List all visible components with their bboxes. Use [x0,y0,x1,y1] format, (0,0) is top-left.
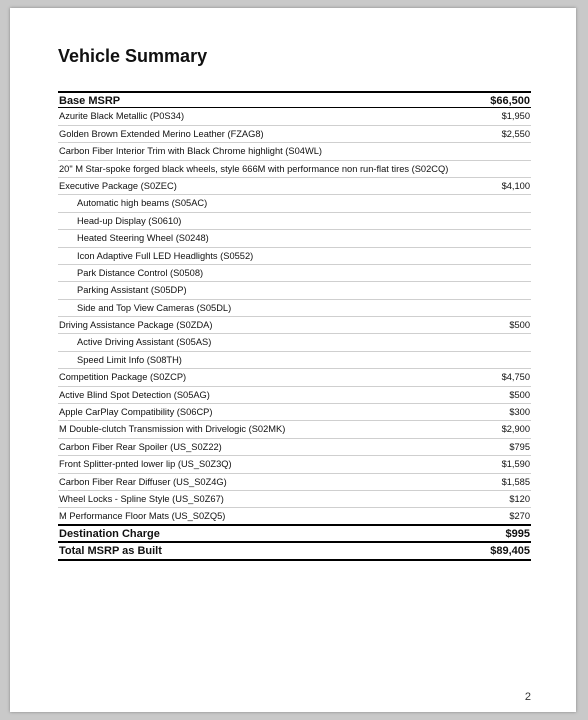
row-label: Heated Steering Wheel (S0248) [77,233,209,244]
row-price: $995 [505,527,530,540]
table-row [58,439,531,456]
table-row-sub [58,230,531,247]
row-label: Base MSRP [59,95,121,107]
row-label: Competition Package (S0ZCP) [59,372,187,383]
table-row-sub [58,248,531,265]
table-row [58,387,531,404]
table-row-sub [58,334,531,351]
row-label: Executive Package (S0ZEC) [59,180,177,191]
table-row-sub [58,282,531,299]
row-price: $795 [509,441,530,452]
row-label: Active Blind Spot Detection (S05AG) [59,389,210,400]
row-label: Park Distance Control (S0508) [77,267,204,278]
row-label: Total MSRP as Built [59,545,162,558]
row-label: Golden Brown Extended Merino Leather (FZAG8) [59,128,264,139]
row-price: $1,590 [501,459,530,470]
row-label: Front Splitter-pnted lower lip (US_S0Z3Q) [59,459,232,470]
row-price: $66,500 [490,95,530,107]
table-row [58,143,531,160]
row-price: $2,900 [501,424,530,435]
row-label: Side and Top View Cameras (S05DL) [77,302,232,313]
table-row [58,474,531,491]
page-number: 2 [524,691,531,703]
row-price: $270 [509,511,530,522]
table-row-sub [58,352,531,369]
row-label: Apple CarPlay Compatibility (S06CP) [59,407,213,418]
table-row-sub [58,213,531,230]
row-price: $1,585 [501,476,530,487]
row-price: $120 [509,493,530,504]
row-label: Icon Adaptive Full LED Headlights (S0552) [77,250,254,261]
table-row-sub [58,265,531,282]
row-label: Azurite Black Metallic (P0S34) [59,111,185,122]
row-price: $500 [509,320,530,331]
table-row-total [58,543,531,560]
row-label: Destination Charge [59,527,160,540]
row-label: Carbon Fiber Rear Spoiler (US_S0Z22) [59,441,222,452]
table-row [58,456,531,473]
document-page [10,8,576,712]
table-row [58,404,531,421]
row-label: Parking Assistant (S05DP) [77,285,187,296]
row-label: 20" M Star-spoke forged black wheels, style 666M with performance non run-flat tires (S02CQ) [59,163,449,174]
row-label: Wheel Locks - Spline Style (US_S0Z67) [59,493,224,504]
row-label: Automatic high beams (S05AC) [77,198,208,209]
row-price: $500 [509,389,530,400]
row-label: Driving Assistance Package (S0ZDA) [59,320,213,331]
row-price: $1,950 [501,111,530,122]
table-row [58,178,531,195]
row-price: $89,405 [490,545,530,558]
table-row [58,161,531,178]
table-row [58,421,531,438]
table-row-sub [58,300,531,317]
row-label: Carbon Fiber Rear Diffuser (US_S0Z4G) [59,476,227,487]
table-row-sub [58,195,531,212]
table-row-base-msrp [58,91,531,108]
row-label: Head-up Display (S0610) [77,215,182,226]
page-title: Vehicle Summary [58,46,208,66]
table-row [58,369,531,386]
table-row [58,317,531,334]
row-price: $2,550 [501,128,530,139]
row-price: $4,750 [501,372,530,383]
price-table [58,91,531,561]
row-price: $4,100 [501,180,530,191]
table-row [58,108,531,125]
table-row-destination [58,526,531,543]
table-row [58,126,531,143]
row-label: Carbon Fiber Interior Trim with Black Chrome highlight (S04WL) [59,146,322,157]
row-label: M Performance Floor Mats (US_S0ZQ5) [59,511,226,522]
table-row [58,508,531,525]
row-price: $300 [509,407,530,418]
table-row [58,491,531,508]
row-label: Speed Limit Info (S08TH) [77,354,182,365]
row-label: M Double-clutch Transmission with Drivelogic (S02MK) [59,424,286,435]
row-label: Active Driving Assistant (S05AS) [77,337,212,348]
